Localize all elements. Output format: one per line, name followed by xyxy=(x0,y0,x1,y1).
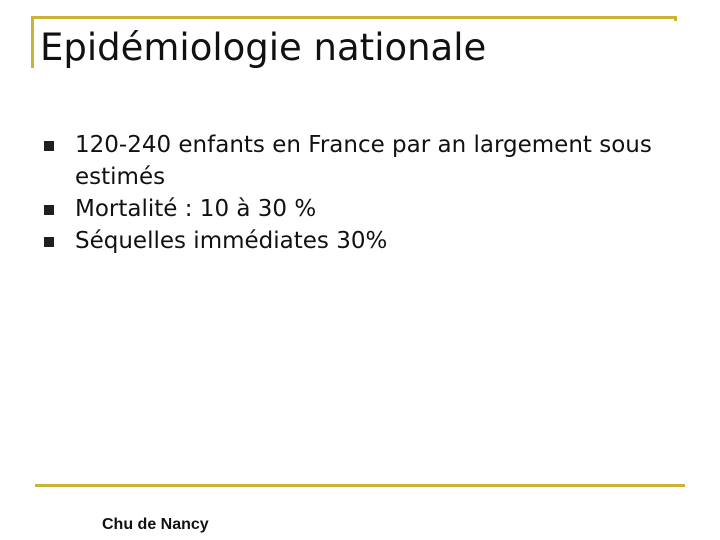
bullet-item xyxy=(40,129,680,193)
bullet-text: Séquelles immédiates 30% xyxy=(75,228,388,254)
bullet-text: 120-240 enfants en France par an largement sous estimés xyxy=(75,132,652,190)
square-bullet-icon xyxy=(44,237,54,247)
bullet-item xyxy=(40,193,680,225)
title-left-rule xyxy=(31,16,34,68)
slide-title: Epidémiologie nationale xyxy=(40,26,487,69)
footer-rule xyxy=(35,484,685,487)
square-bullet-icon xyxy=(44,205,54,215)
footer-text: Chu de Nancy xyxy=(102,516,209,533)
title-right-rule xyxy=(674,16,677,21)
square-bullet-icon xyxy=(44,141,54,151)
title-top-rule xyxy=(31,16,677,19)
bullet-text: Mortalité : 10 à 30 % xyxy=(75,196,317,222)
bullet-item xyxy=(40,225,680,257)
bullet-list xyxy=(40,129,680,257)
